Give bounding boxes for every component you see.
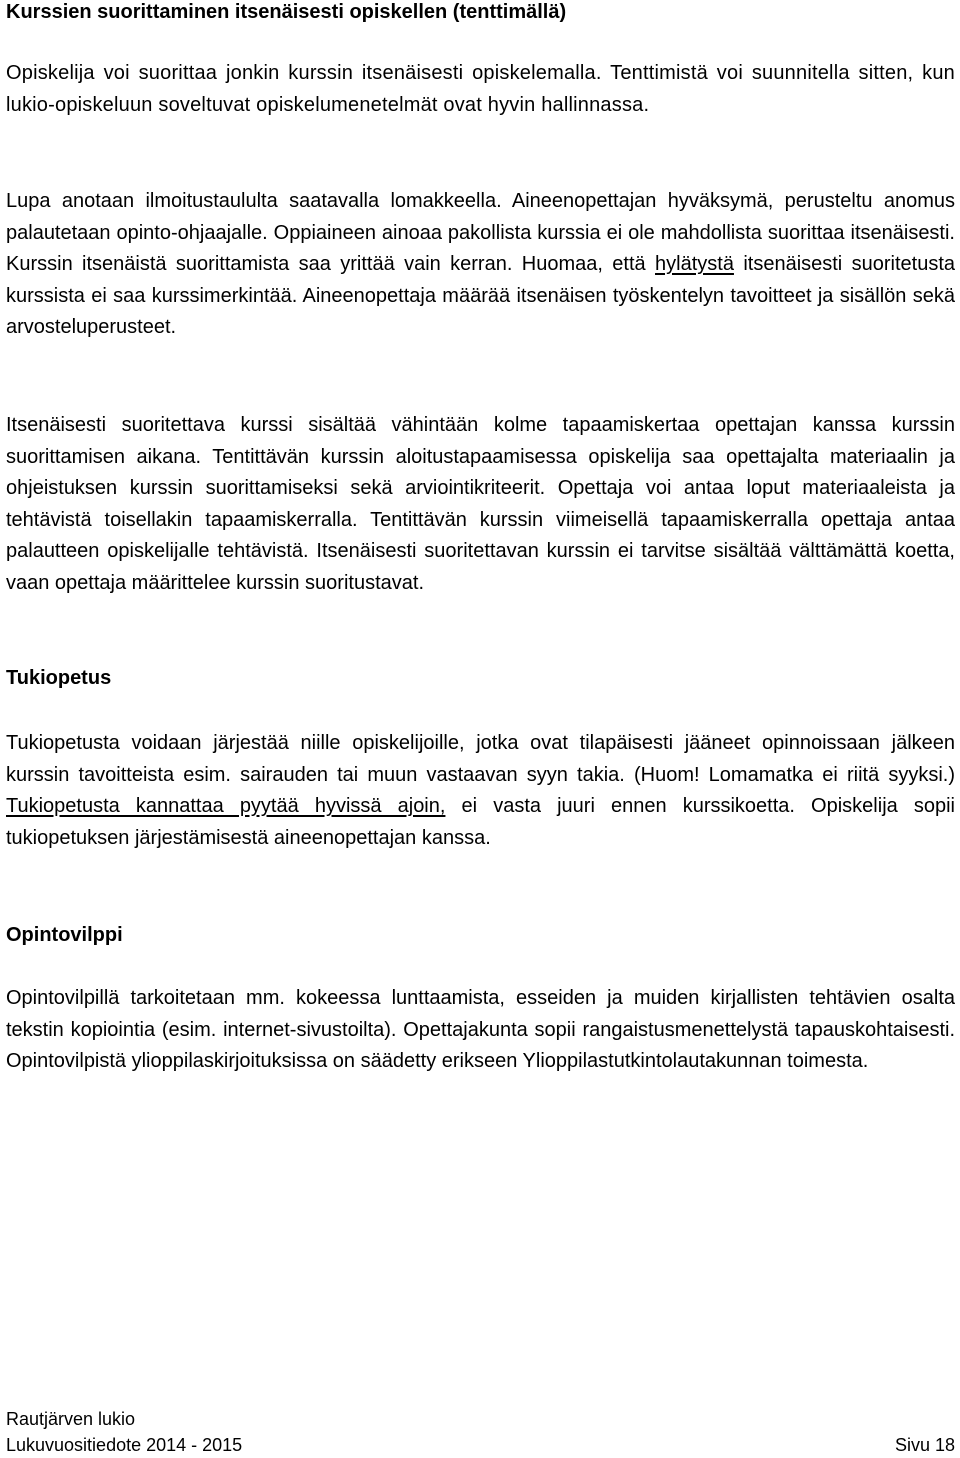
footer-row xyxy=(6,1432,955,1458)
paragraph-itsenaisesti-intro: Opiskelija voi suorittaa jonkin kurssin itsenäisesti opiskelemalla. Tenttimistä voi suunnitella sitten, kun lukio-opiskeluun soveltuvat opiskelumenetelmät ovat hyvin hallinnassa. xyxy=(6,62,955,116)
footer-school: Rautjärven lukio xyxy=(6,1409,136,1429)
footer-page-number: Sivu 18 xyxy=(894,1435,955,1455)
paragraph-text: ei vasta juuri ennen kurssikoetta. Opiskelija sopii tukiopetuksen järjestämisestä aineenopettajan kanssa. xyxy=(6,795,955,849)
heading-itsenaisesti: Kurssien suorittaminen itsenäisesti opiskellen (tenttimällä) xyxy=(6,1,567,23)
paragraph-itsenaisesti-tapaamiset: Itsenäisesti suoritettava kurssi sisältää vähintään kolme tapaamiskertaa opettajan kanssa kurssin suorittamisen aikana. Tentittävän kurssin aloitustapaamisessa opiskelija saa opettajalta materiaalin ja ohjeistuksen kurssin suorittamiseksi sekä arviointikriteerit. Opettaja voi antaa loput materiaaleista ja tehtävistä toisellakin tapaamiskerralla. Tentittävän kurssin viimeisellä tapaamiskerralla opettaja antaa palautteen opiskelijalle tehtävistä. Itsenäisesti suoritettavan kurssin ei tarvitse sisältää välttämättä koetta, vaan opettaja määrittelee kurssin suoritustavat. xyxy=(6,414,955,594)
page-footer xyxy=(6,1406,955,1458)
heading-tukiopetus: Tukiopetus xyxy=(6,667,112,689)
underlined-text: Tukiopetusta kannattaa pyytää hyvissä ajoin, xyxy=(6,795,446,817)
paragraph-tukiopetus xyxy=(6,728,955,854)
paragraph-text: itsenäisesti suoritetusta kurssista ei saa kurssimerkintää. Aineenopettaja määrää itsenäisen työskentelyn tavoitteet ja sisällön sekä arvosteluperusteet. xyxy=(6,253,956,338)
footer-publication: Lukuvuositiedote 2014 - 2015 xyxy=(6,1435,243,1455)
underlined-text: hylätystä xyxy=(655,253,734,275)
paragraph-text: Lupa anotaan ilmoitustaululta saatavalla lomakkeella. Aineenopettajan hyväksymä, perusteltu anomus palautetaan opinto-ohjaajalle. Oppiaineen ainoaa pakollista kurssia ei ole mahdollista suorittaa itsenäisesti. Kurssin itsenäistä suorittamista saa yrittää vain kerran. Huomaa, että xyxy=(6,190,955,275)
paragraph-text: Tukiopetusta voidaan järjestää niille opiskelijoille, jotka ovat tilapäisesti jääneet opinnoissaan jälkeen kurssin tavoitteista esim. sairauden tai muun vastaavan syyn takia. (Huom! Lomamatka ei riitä syyksi.) xyxy=(6,732,955,786)
paragraph-itsenaisesti-lupa xyxy=(6,186,955,344)
paragraph-opintovilppi: Opintovilpillä tarkoitetaan mm. kokeessa lunttaamista, esseiden ja muiden kirjallisten tehtävien osalta tekstin kopiointia (esim. internet-sivustoilta). Opettajakunta sopii rangaistusmenettelystä tapauskohtaisesti. Opintovilpistä ylioppilaskirjoituksissa on säädetty erikseen Ylioppilastutkintolautakunnan toimesta. xyxy=(6,987,955,1072)
heading-opintovilppi: Opintovilppi xyxy=(6,924,123,946)
